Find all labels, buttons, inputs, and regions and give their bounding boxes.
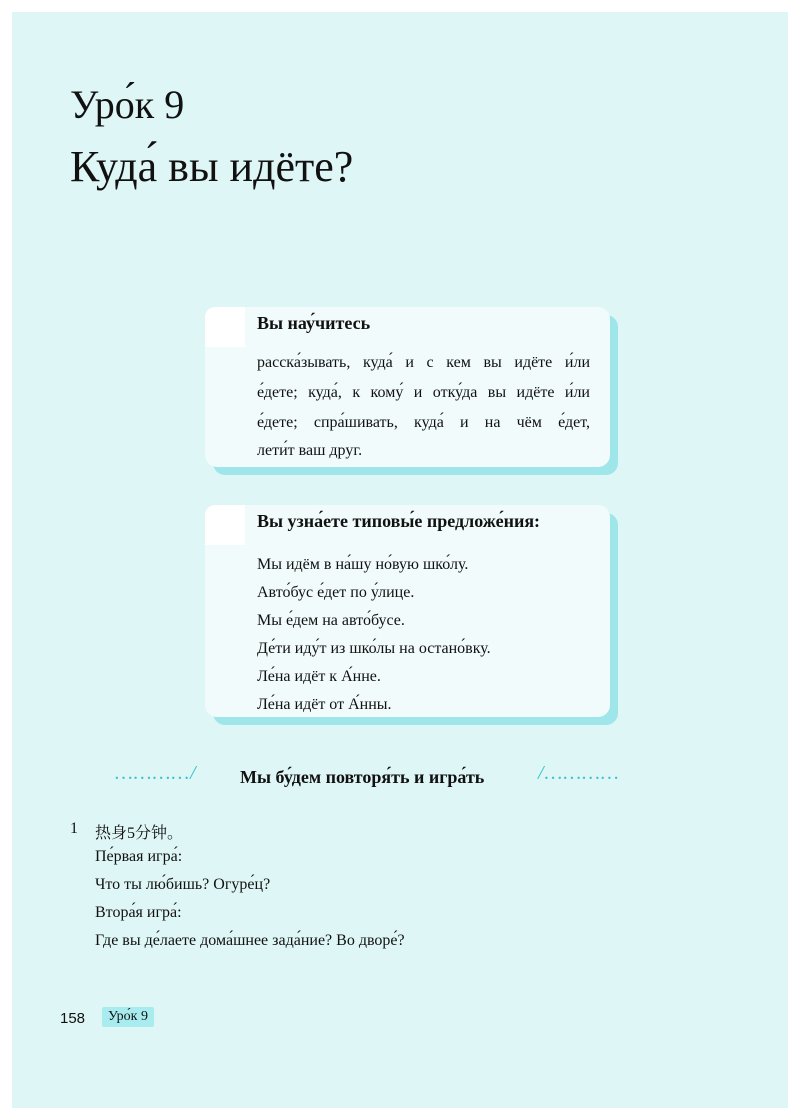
exercise-line: Втора́я игра́:	[95, 904, 182, 921]
learn-line: е́дете; куда́, к кому́ и отку́да вы идёте и́ли	[257, 384, 590, 401]
section-title: Мы бу́дем повторя́ть и игра́ть	[240, 767, 485, 787]
sentence-line: Мы е́дем на авто́бусе.	[257, 612, 405, 629]
learn-line: лети́т ваш друг.	[257, 442, 363, 459]
section-dots-left: …………/	[115, 762, 197, 784]
section-dots-right: /…………	[538, 762, 620, 784]
page-number: 158	[60, 1010, 86, 1027]
exercise-line: Что ты лю́бишь? Огуре́ц?	[95, 876, 271, 893]
exercise-line: Где вы де́лаете дома́шнее зада́ние? Во дворе́?	[95, 932, 405, 949]
sentences-box-heading: Вы узна́ете типовы́е предложе́ния:	[257, 511, 541, 531]
sentence-line: Ле́на идёт к А́нне.	[257, 668, 381, 685]
section-bar	[100, 762, 660, 792]
lesson-title: Куда́ вы идёте?	[70, 142, 354, 191]
exercise-line: Пе́рвая игра́:	[95, 848, 183, 865]
learn-box-heading: Вы нау́читесь	[257, 313, 371, 333]
sentence-line: Ле́на идёт от А́нны.	[257, 696, 392, 713]
sentences-box	[205, 505, 610, 717]
sentence-line: Мы идём в на́шу но́вую шко́лу.	[257, 556, 469, 573]
learn-line: расска́зывать, куда́ и с кем вы идёте и́ли	[257, 354, 590, 371]
exercise-line: 热身5分钟。	[95, 825, 184, 842]
footer-lesson-tag: Уро́к 9	[102, 1007, 154, 1027]
lesson-number: Уро́к 9	[70, 82, 185, 127]
sentence-line: Де́ти иду́т из шко́лы на остано́вку.	[257, 640, 491, 657]
learn-box-tab	[205, 307, 245, 347]
learn-box	[205, 307, 610, 467]
sentence-line: Авто́бус е́дет по у́лице.	[257, 584, 415, 601]
sentences-box-tab	[205, 505, 245, 545]
learn-line: е́дете; спра́шивать, куда́ и на чём е́дет,	[257, 414, 590, 431]
exercise-number: 1	[70, 820, 78, 837]
